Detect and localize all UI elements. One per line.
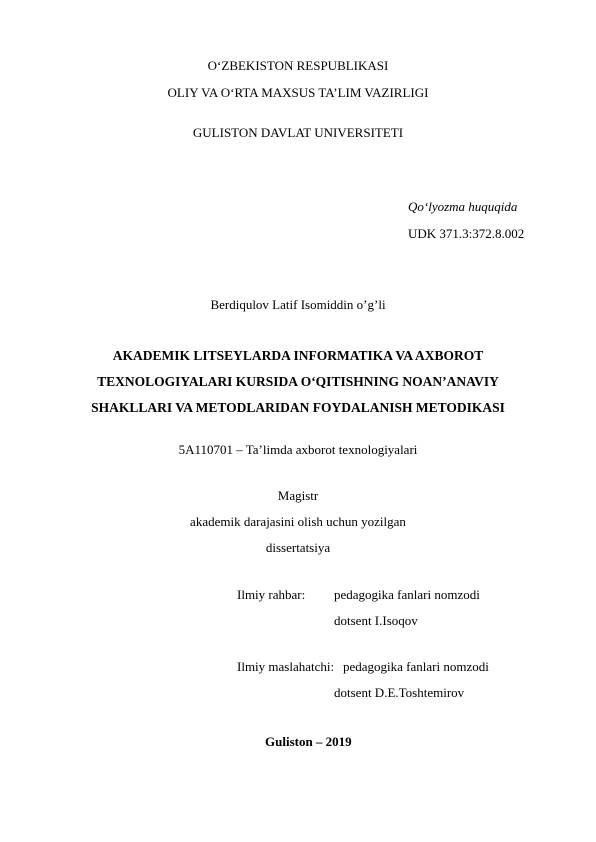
header-ministry: OLIY VA O‘RTA MAXSUS TA’LIM VAZIRLIGI	[167, 85, 429, 100]
consultant-label: Ilmiy maslahatchi:	[237, 659, 335, 674]
supervisor-line-1: pedagogika fanlari nomzodi	[334, 587, 480, 602]
degree-line-3: dissertatsiya	[265, 540, 331, 555]
header-republic: O‘ZBEKISTON RESPUBLIKASI	[207, 58, 389, 73]
supervisor-label: Ilmiy rahbar:	[237, 587, 306, 602]
thesis-title-line-1: AKADEMIK LITSEYLARDA INFORMATIKA VA AXBOROT	[112, 348, 484, 363]
consultant-line-2: dotsent D.E.Toshtemirov	[334, 685, 465, 700]
supervisor-line-2: dotsent I.Isoqov	[334, 613, 418, 628]
degree-line-1: Magistr	[277, 488, 319, 503]
footer-city-year: Guliston – 2019	[265, 734, 352, 749]
consultant-line-1: pedagogika fanlari nomzodi	[343, 659, 489, 674]
udk-code: UDK 371.3:372.8.002	[408, 226, 525, 241]
author-name: Berdiqulov Latif Isomiddin o’g’li	[210, 297, 386, 312]
manuscript-rights: Qo‘lyozma huquqida	[408, 199, 518, 214]
thesis-title-line-2: TEXNOLOGIYALARI KURSIDA O‘QITISHNING NOAN’ANAVIY	[97, 374, 499, 389]
specialty: 5A110701 – Ta’limda axborot texnologiyalari	[178, 442, 418, 457]
header-university: GULISTON DAVLAT UNIVERSITETI	[192, 125, 404, 140]
thesis-title-line-3: SHAKLLARI VA METODLARIDAN FOYDALANISH METODIKASI	[91, 400, 505, 415]
degree-line-2: akademik darajasini olish uchun yozilgan	[190, 514, 406, 529]
